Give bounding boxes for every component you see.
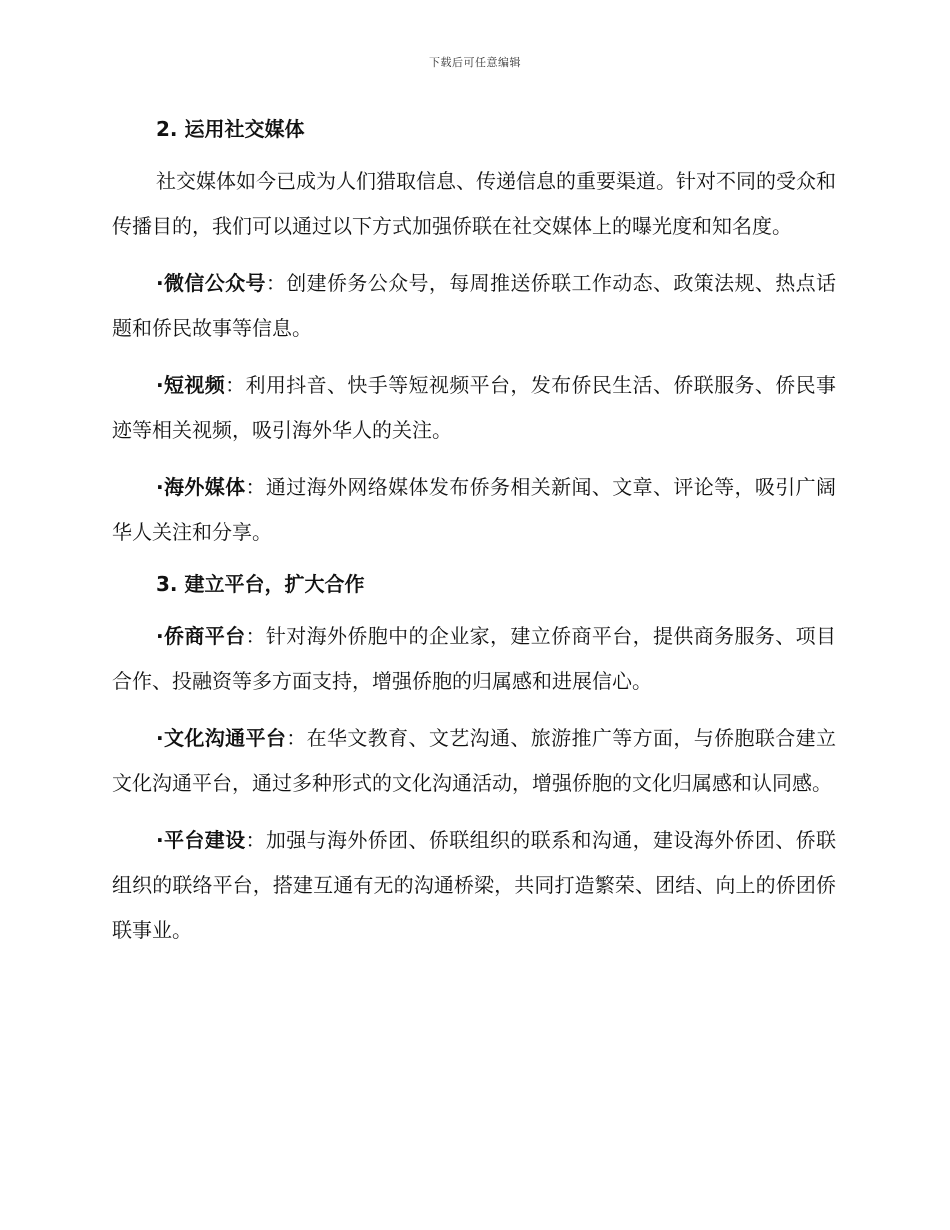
- bullet-body: ：创建侨务公众号，每周推送侨联工作动态、政策法规、热点话题和侨民故事等信息。: [112, 271, 837, 340]
- bullet-lead: 侨商平台: [163, 624, 246, 648]
- bullet-dot: ·: [156, 624, 164, 648]
- section-2-intro: 社交媒体如今已成为人们猎取信息、传递信息的重要渠道。针对不同的受众和传播目的，我们可以通过以下方式加强侨联在社交媒体上的曝光度和知名度。: [112, 169, 836, 238]
- bullet-dot: ·: [156, 726, 164, 750]
- bullet-business-platform: [112, 614, 836, 704]
- bullet-dot: ·: [156, 373, 164, 397]
- bullet-lead: 平台建设: [163, 828, 246, 852]
- bullet-body: ：通过海外网络媒体发布侨务相关新闻、文章、评论等，吸引广阔华人关注和分享。: [112, 475, 837, 544]
- bullet-overseas-media: [112, 465, 836, 555]
- bullet-body: ：加强与海外侨团、侨联组织的联系和沟通，建设海外侨团、侨联组织的联络平台，搭建互通有无的沟通桥梁，共同打造繁荣、团结、向上的侨团侨联事业。: [112, 828, 837, 942]
- bullet-lead: 微信公众号: [163, 271, 266, 295]
- bullet-lead: 海外媒体: [163, 475, 246, 499]
- section-3-title: 3. 建立平台，扩大合作: [156, 572, 365, 596]
- bullet-culture-platform: [112, 716, 836, 806]
- bullet-body: ：利用抖音、快手等短视频平台，发布侨民生活、侨联服务、侨民事迹等相关视频，吸引海外华人的关注。: [112, 373, 837, 442]
- bullet-dot: ·: [156, 271, 164, 295]
- bullet-body: ：针对海外侨胞中的企业家，建立侨商平台，提供商务服务、项目合作、投融资等多方面支持，增强侨胞的归属感和进展信心。: [112, 624, 837, 693]
- section-2-title: 2. 运用社交媒体: [156, 117, 305, 141]
- bullet-body: ：在华文教育、文艺沟通、旅游推广等方面，与侨胞联合建立文化沟通平台，通过多种形式的文化沟通活动，增强侨胞的文化归属感和认同感。: [112, 726, 837, 795]
- page-header-note: 下载后可任意编辑: [429, 56, 521, 69]
- bullet-dot: ·: [156, 828, 164, 852]
- bullet-lead: 文化沟通平台: [163, 726, 287, 750]
- document-body: [112, 112, 836, 953]
- bullet-lead: 短视频: [163, 373, 226, 397]
- bullet-wechat: [112, 261, 836, 351]
- bullet-platform-building: [112, 818, 836, 953]
- bullet-dot: ·: [156, 475, 164, 499]
- bullet-short-video: [112, 363, 836, 453]
